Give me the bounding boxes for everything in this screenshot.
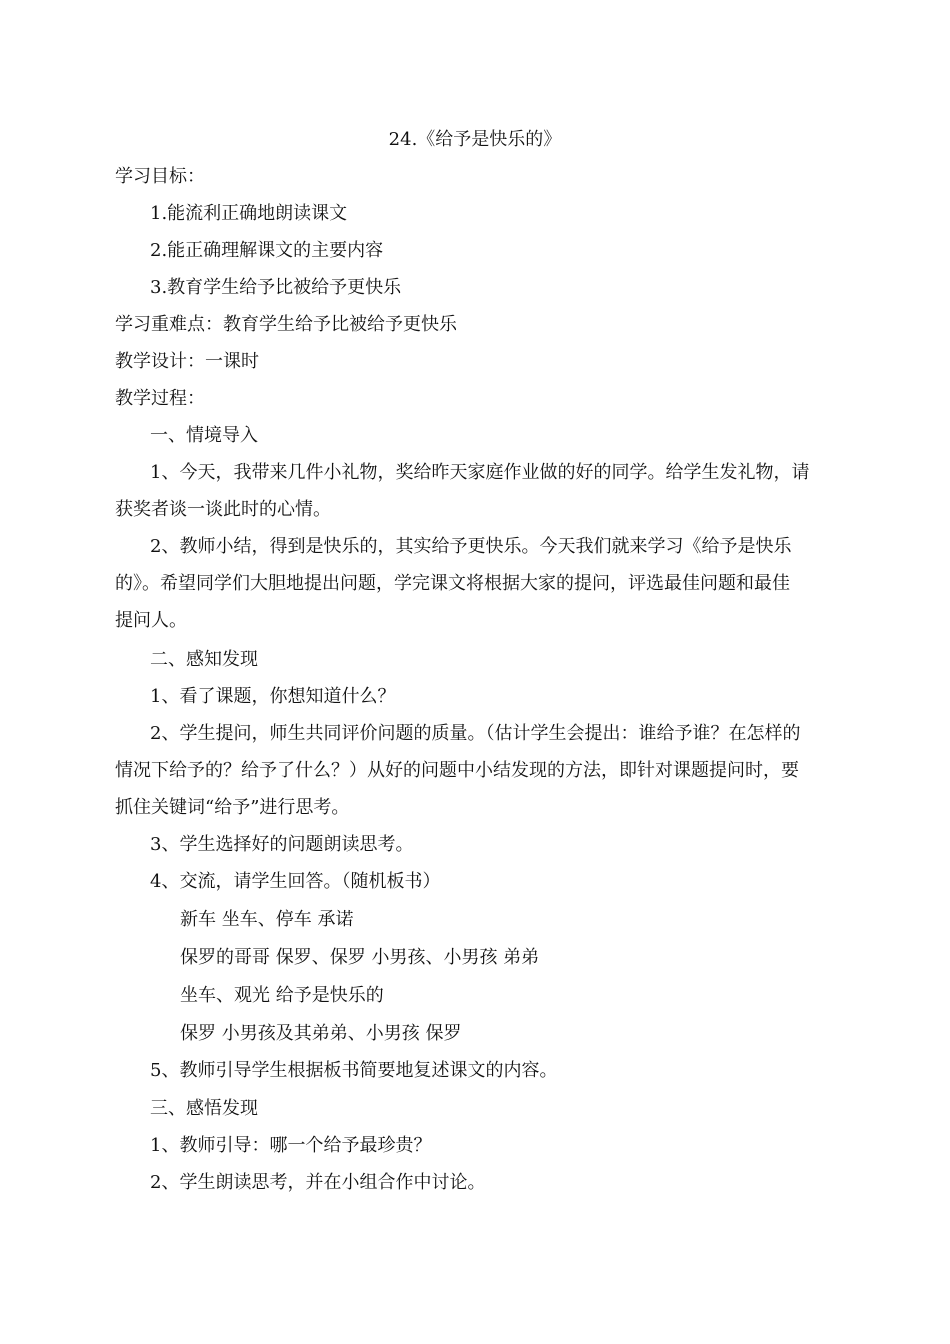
objective-item: 2.能正确理解课文的主要内容	[150, 240, 384, 261]
board-line: 新车 坐车、停车 承诺	[180, 909, 354, 930]
board-line: 保罗 小男孩及其弟弟、小男孩 保罗	[180, 1023, 462, 1044]
objective-item: 1.能流利正确地朗读课文	[150, 203, 348, 224]
paragraph-line: 情况下给予的？给予了什么？）从好的问题中小结发现的方法，即针对课题提问时，要	[115, 760, 799, 781]
paragraph-line: 2、学生提问，师生共同评价问题的质量。（估计学生会提出：谁给予谁？在怎样的	[150, 723, 801, 744]
section-heading: 二、感知发现	[150, 649, 258, 670]
board-line: 坐车、观光 给予是快乐的	[180, 985, 384, 1006]
paragraph-line: 的》。希望同学们大胆地提出问题，学完课文将根据大家的提问，评选最佳问题和最佳	[115, 573, 790, 594]
paragraph-line: 抓住关键词“给予”进行思考。	[115, 797, 350, 818]
teaching-design: 教学设计：一课时	[115, 351, 259, 372]
paragraph-line: 3、学生选择好的问题朗读思考。	[150, 834, 414, 855]
process-heading: 教学过程：	[115, 388, 205, 409]
paragraph-line: 1、教师引导：哪一个给予最珍贵？	[150, 1135, 432, 1156]
board-line: 保罗的哥哥 保罗、保罗 小男孩、小男孩 弟弟	[180, 947, 540, 968]
paragraph-line: 5、教师引导学生根据板书简要地复述课文的内容。	[150, 1060, 558, 1081]
objective-item: 3.教育学生给予比被给予更快乐	[150, 277, 402, 298]
paragraph-line: 2、学生朗读思考，并在小组合作中讨论。	[150, 1172, 486, 1193]
paragraph-line: 提问人。	[115, 610, 187, 631]
paragraph-line: 4、交流，请学生回答。（随机板书）	[150, 871, 441, 892]
page-title: 24.《给予是快乐的》	[388, 129, 562, 150]
section-heading: 三、感悟发现	[150, 1098, 258, 1119]
paragraph-line: 2、教师小结，得到是快乐的，其实给予更快乐。今天我们就来学习《给予是快乐	[150, 536, 792, 557]
objectives-heading: 学习目标：	[115, 166, 205, 187]
paragraph-line: 1、今天，我带来几件小礼物，奖给昨天家庭作业做的好的同学。给学生发礼物，请	[150, 462, 810, 483]
paragraph-line: 获奖者谈一谈此时的心情。	[115, 499, 331, 520]
paragraph-line: 1、看了课题，你想知道什么？	[150, 686, 396, 707]
key-points: 学习重难点：教育学生给予比被给予更快乐	[115, 314, 457, 335]
section-heading: 一、情境导入	[150, 425, 258, 446]
